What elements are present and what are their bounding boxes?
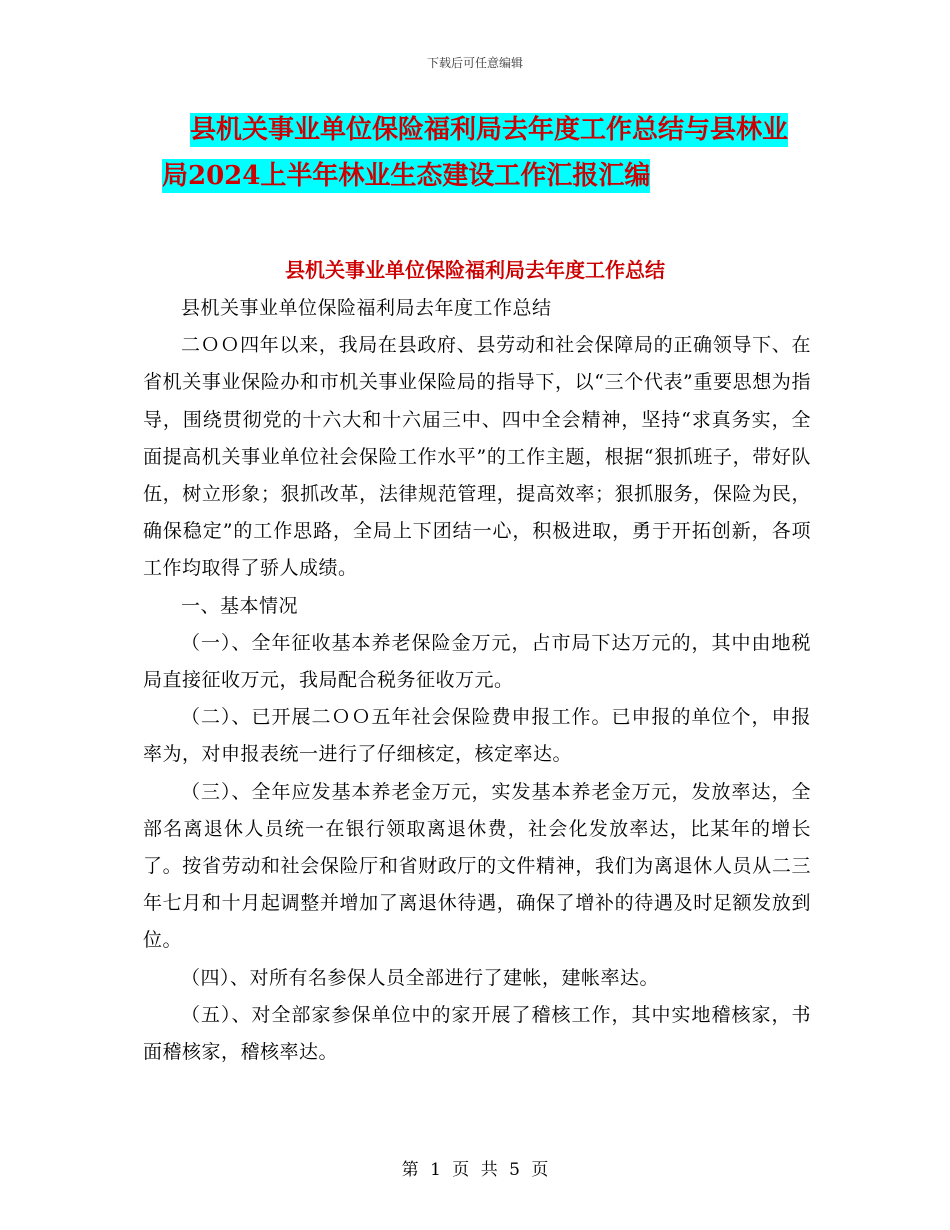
paragraph: （二）、已开展二ＯＯ五年社会保险费申报工作。已申报的单位个，申报率为，对申报表统一进行了仔细核定，核定率达。 [143,706,811,766]
page-header-note: 下载后可任意编辑 [426,56,523,70]
paragraph: （三）、全年应发基本养老金万元，实发基本养老金万元，发放率达，全部名离退休人员统一在银行领取离退休费，社会化发放率达，比某年的增长了。按省劳动和社会保险厅和省财政厅的文件精神，我们为离退休人员从二三年七月和十月起调整并增加了离退休待遇，确保了增补的待遇及时足额发放到位。 [143,780,811,952]
page-number: 第 1 页 共 5 页 [401,1160,549,1180]
document-title [160,108,840,198]
document-title-line-2 [160,154,840,198]
paragraph: （一）、全年征收基本养老保险金万元，占市局下达万元的，其中由地税局直接征收万元，我局配合税务征收万元。 [143,631,811,692]
paragraph: 二ＯＯ四年以来，我局在县政府、县劳动和社会保障局的正确领导下、在省机关事业保险办和市机关事业保险局的指导下，以“三个代表”重要思想为指导，围绕贯彻党的十六大和十六届三中、四中全会精神，坚持“求真务实，全面提高机关事业单位社会保险工作水平”的工作主题，根据“狠抓班子，带好队伍，树立形象；狠抓改革，法律规范管理，提高效率；狠抓服务，保险为民，确保稳定”的工作思路，全局上下团结一心，积极进取，勇于开拓创新，各项工作均取得了骄人成绩。 [143,334,811,580]
paragraph: 一、基本情况 [181,594,299,617]
paragraph: （五）、对全部家参保单位中的家开展了稽核工作，其中实地稽核家，书面稽核家，稽核率达。 [143,1003,811,1064]
paragraph: （四）、对所有名参保人员全部进行了建帐，建帐率达。 [181,966,660,989]
document-body [143,290,811,1071]
paragraph: 县机关事业单位保险福利局去年度工作总结 [181,297,552,319]
title-highlight-1: 县机关事业单位保险福利局去年度工作总结与县林业 [190,115,789,145]
document-title-line-1 [160,108,840,152]
title-highlight-2: 局2024上半年林业生态建设工作汇报汇编 [162,161,651,191]
section-title: 县机关事业单位保险福利局去年度工作总结 [285,258,665,282]
